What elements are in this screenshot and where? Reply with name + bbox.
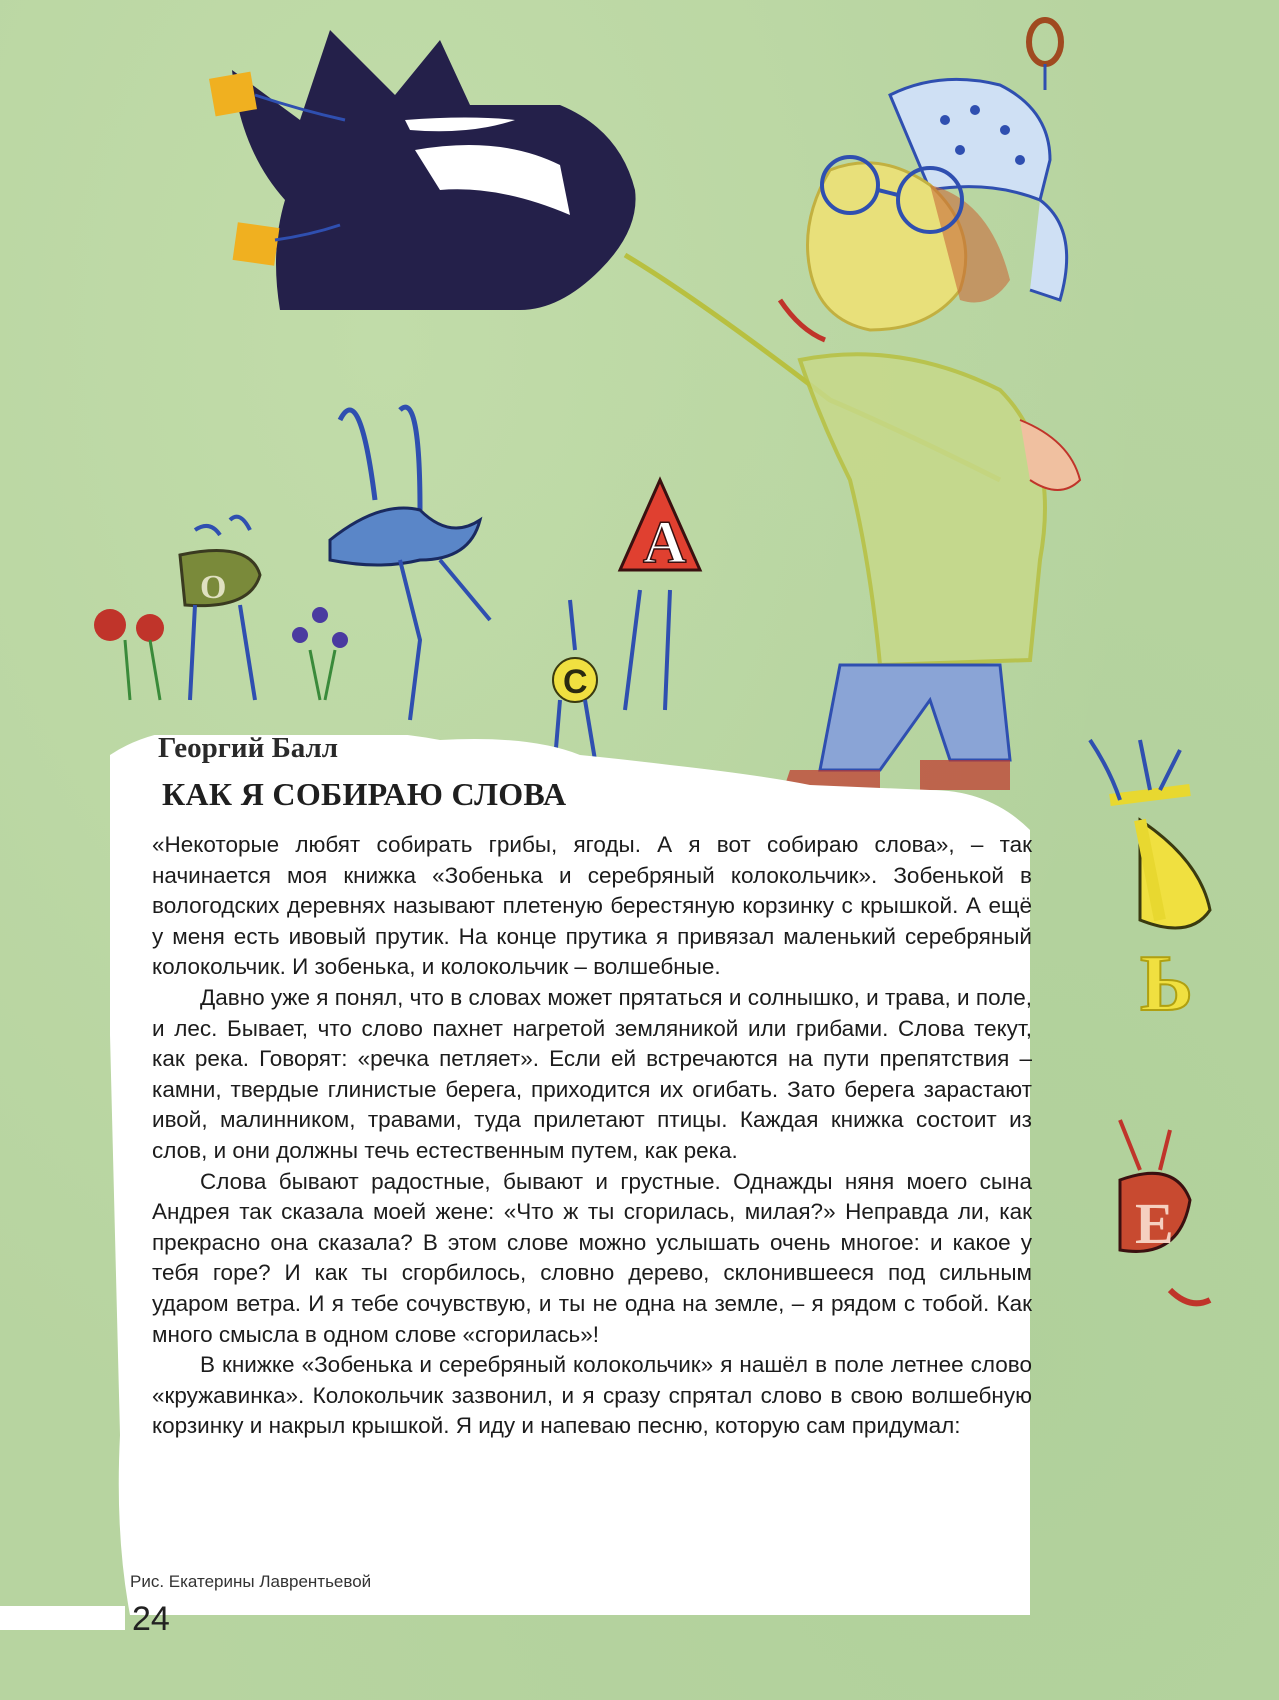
article-paragraph: Давно уже я понял, что в словах может прятаться и солнышко, и трава, и поле, и лес. Бывает, что слово пахнет нагретой земляникой или грибами. Слова текут, как река. Говорят: «речка петляет». Если ей встречаются на пути препятствия – камни, твердые глинистые берега, приходится их огибать. Зато берега зарастают ивой, малинником, травами, туда прилетают птицы. Каждая книжка состоит из слов, и они должны течь естественным путем, как река. [152,984,1032,1163]
article-paragraph: «Некоторые любят собирать грибы, ягоды. А я вот собираю слова», – так начинается моя книжка «Зобенька и серебряный колокольчик». Зобенькой в вологодских деревнях называют плетеную берестяную корзинку с крышкой. А ещё у меня есть ивовый прутик. На конце прутика я привязал маленький серебряный колокольчик. И зобенька, и колокольчик – волшебные. [152,832,1032,980]
letter-a-illustration [620,480,700,710]
flowers-illustration [94,607,348,700]
svg-text:С: С [563,663,588,701]
letter-u-illustration [330,407,490,720]
article-paragraph: В книжке «Зобенька и серебряный колокольчик» я нашёл в поле летнее слово «кружавинка». Колокольчик зазвонил, и я сразу спрятал слово в свою волшебную корзинку и накрыл крышкой. Я иду и напеваю песню, которую сам придумал: [152,1352,1032,1439]
man-illustration [780,20,1080,800]
letter-soft-sign-illustration [1090,740,1210,1028]
svg-text:Е: Е [1135,1191,1174,1256]
article-paragraph: Слова бывают радостные, бывают и грустные. Однажды няня моего сына Андрея так сказала моей жене: «Что ж ты сгорилась, милая?» Неправда ли, как прекрасно она сказала? В этом слове можно услышать очень многое: и какое у тебя горе? И как ты сгорбилось, словно дерево, склонившееся под сильным ударом ветра. И я тебе сочувствую, и ты не одна на земле, – я рядом с тобой. Как много смысла в одном слове «сгорилась»! [152,1168,1032,1347]
article-title: КАК Я СОБИРАЮ СЛОВА [162,776,567,812]
article-body [152,830,1032,1442]
page-number: 24 [132,1600,170,1638]
svg-text:А: А [643,509,687,575]
article-author: Георгий Балл [158,732,339,764]
svg-text:Ь: Ь [1140,940,1193,1028]
illustration-credit: Рис. Екатерины Лаврентьевой [130,1572,372,1591]
letter-e-illustration [1120,1120,1210,1303]
letter-v-illustration [180,517,260,700]
page-number-strip [0,1606,125,1630]
svg-text:О: О [200,569,227,606]
